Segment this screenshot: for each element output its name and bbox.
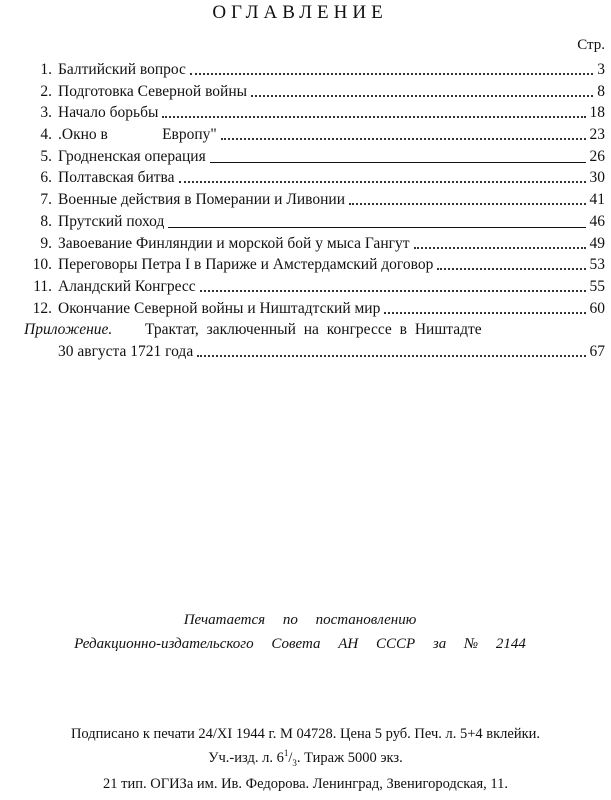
toc-entry <box>0 146 611 168</box>
toc-entry-title: Полтавская битва <box>58 169 175 187</box>
colophon-line-2: Уч.-изд. л. $6^1/_3$. Тираж 5000 экз. <box>208 748 403 768</box>
toc-leader <box>162 116 585 118</box>
toc-entry-page: 49 <box>589 234 605 252</box>
toc-appendix <box>0 319 611 341</box>
toc-entry-number: 3. <box>40 104 52 122</box>
toc-entry-title: Гродненская операция <box>58 147 206 165</box>
toc-entry-number: 6. <box>40 169 52 187</box>
toc-entry <box>0 254 611 276</box>
toc-entry-number: 1. <box>40 61 52 78</box>
toc-leader <box>210 162 586 163</box>
fraction-denominator: 3 <box>292 757 297 768</box>
toc-leader <box>179 181 586 183</box>
toc-entry <box>0 298 611 320</box>
imprimatur-line-2: Редакционно-издательского Совета АН СССР за № 2144 <box>74 636 526 652</box>
appendix-label: Приложение. <box>24 321 113 339</box>
toc-entry-title: Начало борьбы <box>58 104 159 122</box>
toc-entry <box>0 102 611 124</box>
toc-entry-title: Аландский Конгресс <box>58 277 196 295</box>
toc-entry-title: .Окно в Европу" <box>58 126 217 144</box>
toc-entry-number: 9. <box>40 234 52 252</box>
toc-entry <box>0 233 611 255</box>
toc-entry-page: 60 <box>589 299 605 317</box>
toc-leader <box>251 95 593 97</box>
toc-entry-page: 18 <box>589 104 605 122</box>
toc-entry-title: Подготовка Северной войны <box>58 82 248 100</box>
toc-entry-page: 30 <box>589 169 605 187</box>
toc-entry-title: Прутский поход <box>58 212 165 230</box>
imprimatur-line-1: Печатается по постановлению <box>183 612 417 628</box>
toc-entry <box>0 211 611 233</box>
colophon-line-2-suffix: . Тираж 5000 экз. <box>296 749 403 766</box>
table-of-contents <box>0 59 611 363</box>
toc-entry <box>0 81 611 103</box>
page-column-header: Стр. <box>577 37 605 53</box>
colophon-line-2-prefix: Уч.-изд. л. 6 <box>208 749 284 766</box>
toc-entry <box>0 276 611 298</box>
toc-entry-page: 23 <box>589 126 605 144</box>
toc-entry-title: Переговоры Петра I в Париже и Амстердамский договор <box>58 256 434 274</box>
toc-leader <box>168 227 585 228</box>
toc-entry-number: 12. <box>32 299 52 317</box>
toc-entry-number: 10. <box>32 256 52 274</box>
toc-entry-title: Военные действия в Померании и Ливонии <box>58 191 345 209</box>
toc-entry <box>0 167 611 189</box>
toc-leader <box>190 73 593 75</box>
toc-leader <box>197 355 585 357</box>
fraction-numerator: 1 <box>283 748 289 758</box>
toc-entry-number: 11. <box>33 277 52 295</box>
toc-leader <box>384 312 585 314</box>
toc-leader <box>221 138 586 140</box>
toc-entry-number: 8. <box>40 212 52 230</box>
toc-entry <box>0 124 611 146</box>
toc-entry-page: 55 <box>589 277 605 295</box>
appendix-title-line-1: Трактат, заключенный на конгрессе в Ништадте <box>145 321 482 339</box>
appendix-page: 67 <box>589 342 605 360</box>
toc-entry <box>0 59 611 81</box>
colophon-line-1: Подписано к печати 24/XI 1944 г. М 04728. Цена 5 руб. Печ. л. 5+4 вклейки. <box>70 726 541 742</box>
toc-entry-page: 26 <box>589 147 605 165</box>
toc-entry-page: 8 <box>597 82 605 100</box>
toc-entry-page: 41 <box>589 191 605 209</box>
toc-entry-page: 46 <box>589 212 605 230</box>
toc-entry-number: 5. <box>40 147 52 165</box>
toc-entry-number: 7. <box>40 191 52 209</box>
page-title: ОГЛАВЛЕНИЕ <box>212 2 388 23</box>
toc-entry-number: 4. <box>40 126 52 144</box>
toc-appendix-continued <box>0 341 611 363</box>
colophon-line-3: 21 тип. ОГИЗа им. Ив. Федорова. Ленинград, Звенигородская, 11. <box>103 776 508 792</box>
toc-entry <box>0 189 611 211</box>
toc-leader <box>437 268 585 270</box>
toc-entry-page: 53 <box>589 256 605 274</box>
toc-entry-title: Завоевание Финляндии и морской бой у мыса Гангут <box>58 234 410 252</box>
toc-leader <box>200 290 586 292</box>
toc-entry-page: 3 <box>597 61 605 78</box>
toc-entry-number: 2. <box>40 82 52 100</box>
toc-leader <box>349 203 586 205</box>
toc-entry-title: Балтийский вопрос <box>58 61 186 78</box>
toc-entry-title: Окончание Северной войны и Ништадтский мир <box>58 299 381 317</box>
toc-leader <box>414 247 586 249</box>
appendix-title-line-2: 30 августа 1721 года <box>58 342 194 360</box>
